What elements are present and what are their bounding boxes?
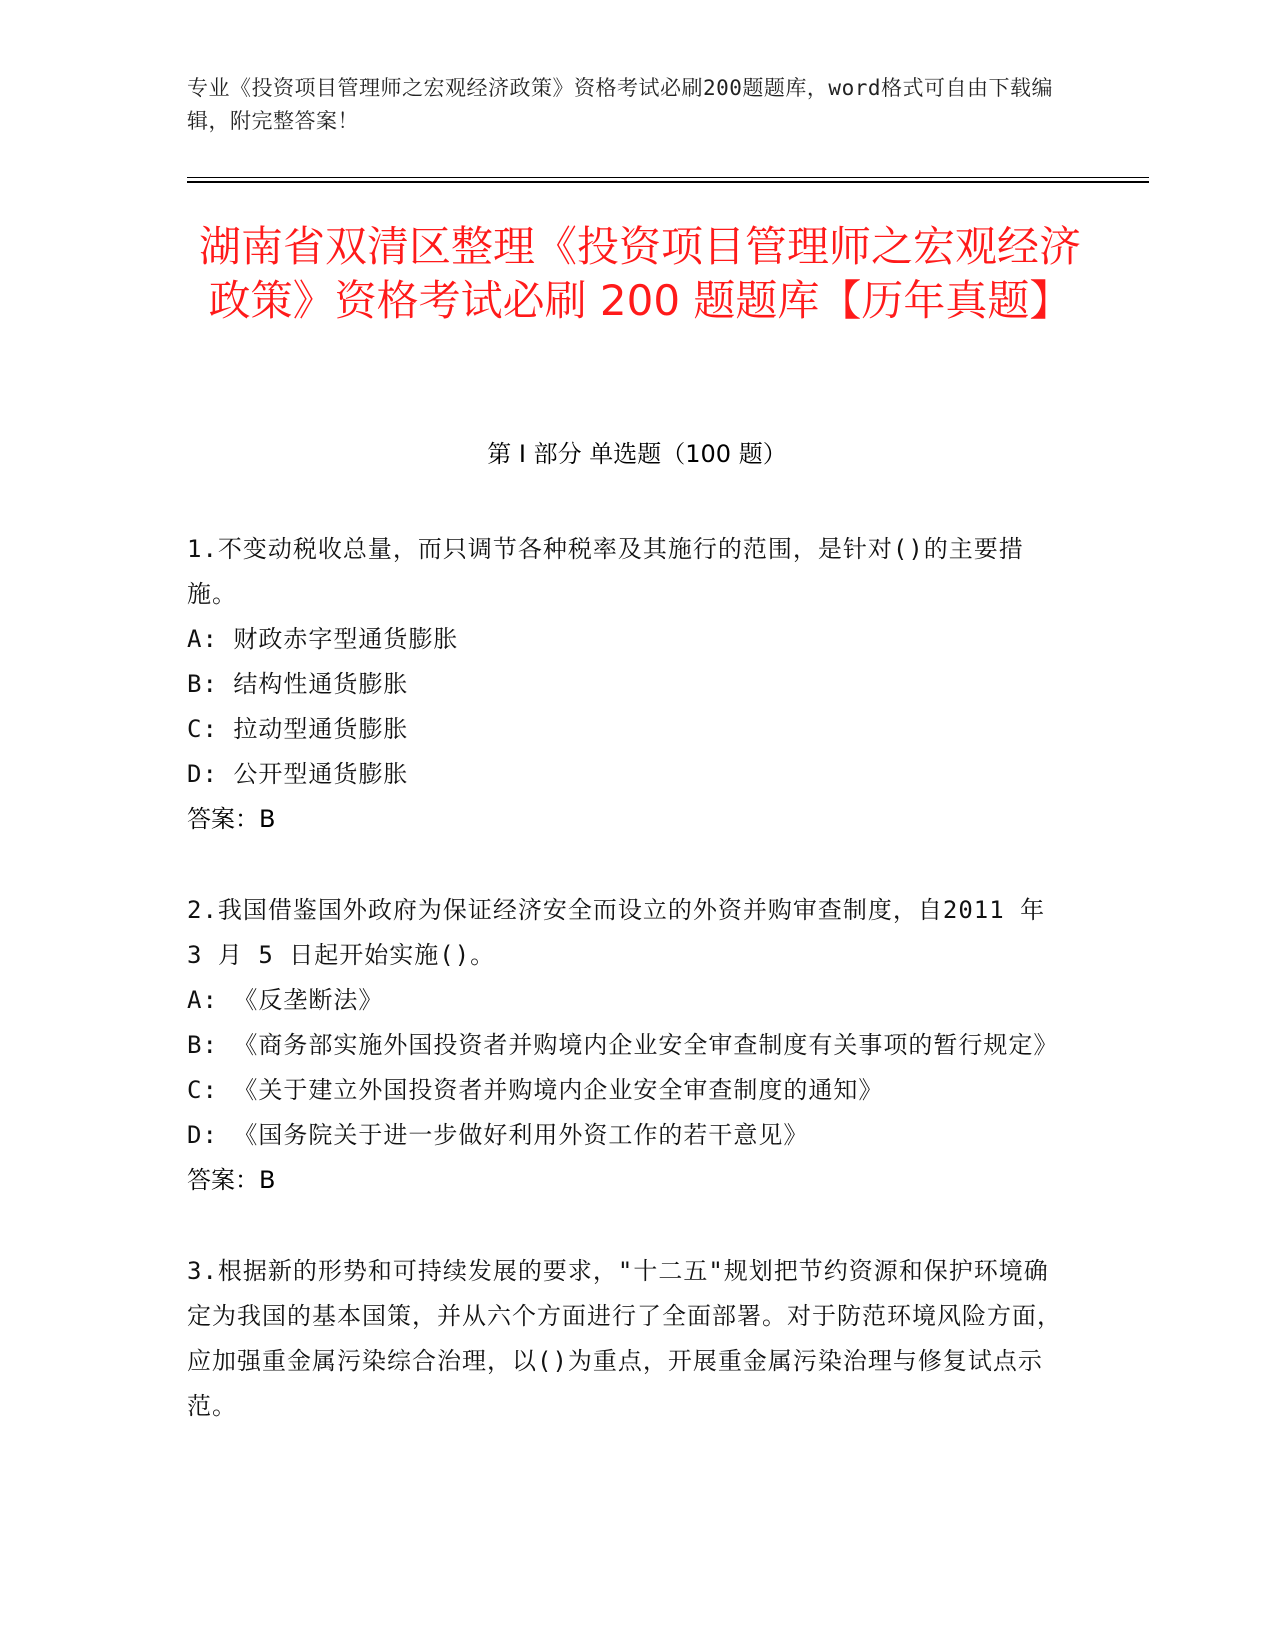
question-text: 3.根据新的形势和可持续发展的要求，"十二五"规划把节约资源和保护环境确定为我国的基本国策，并从六个方面进行了全面部署。对于防范环境风险方面，应加强重金属污染综合治理，以()为重点，开展重金属污染治理与修复试点示范。 [187,1257,1062,1420]
option-b: B: 结构性通货膨胀 [187,670,409,698]
document-title: 湖南省双清区整理《投资项目管理师之宏观经济政策》资格考试必刷 200 题题库【历年真题】 [198,222,1081,325]
question-3 [187,1249,1067,1429]
option-a: A: 财政赤字型通货膨胀 [187,625,459,653]
question-text: 2.我国借鉴国外政府为保证经济安全而设立的外资并购审查制度，自2011 年 3 月 5 日起开始实施()。 [187,896,1046,969]
answer: 答案：B [187,1166,276,1194]
question-list [187,527,1067,1429]
question-1 [187,527,1067,842]
answer: 答案：B [187,805,276,833]
question-2 [187,888,1067,1203]
option-d: D: 《国务院关于进一步做好利用外资工作的若干意见》 [187,1121,809,1149]
header-note: 专业《投资项目管理师之宏观经济政策》资格考试必刷200题题库，word格式可自由下载编辑，附完整答案！ [187,76,1053,133]
option-a: A: 《反垄断法》 [187,986,384,1014]
header-divider-thick [187,181,1149,183]
option-b: B: 《商务部实施外国投资者并购境内企业安全审查制度有关事项的暂行规定》 [187,1031,1059,1059]
section-title: 第 I 部分 单选题（100 题） [487,440,787,468]
header-divider-thin [187,177,1149,178]
question-text: 1.不变动税收总量，而只调节各种税率及其施行的范围，是针对()的主要措施。 [187,535,1024,608]
option-c: C: 《关于建立外国投资者并购境内企业安全审查制度的通知》 [187,1076,884,1104]
option-d: D: 公开型通货膨胀 [187,760,409,788]
option-c: C: 拉动型通货膨胀 [187,715,409,743]
question-spacer [187,842,1067,888]
question-spacer [187,1203,1067,1249]
